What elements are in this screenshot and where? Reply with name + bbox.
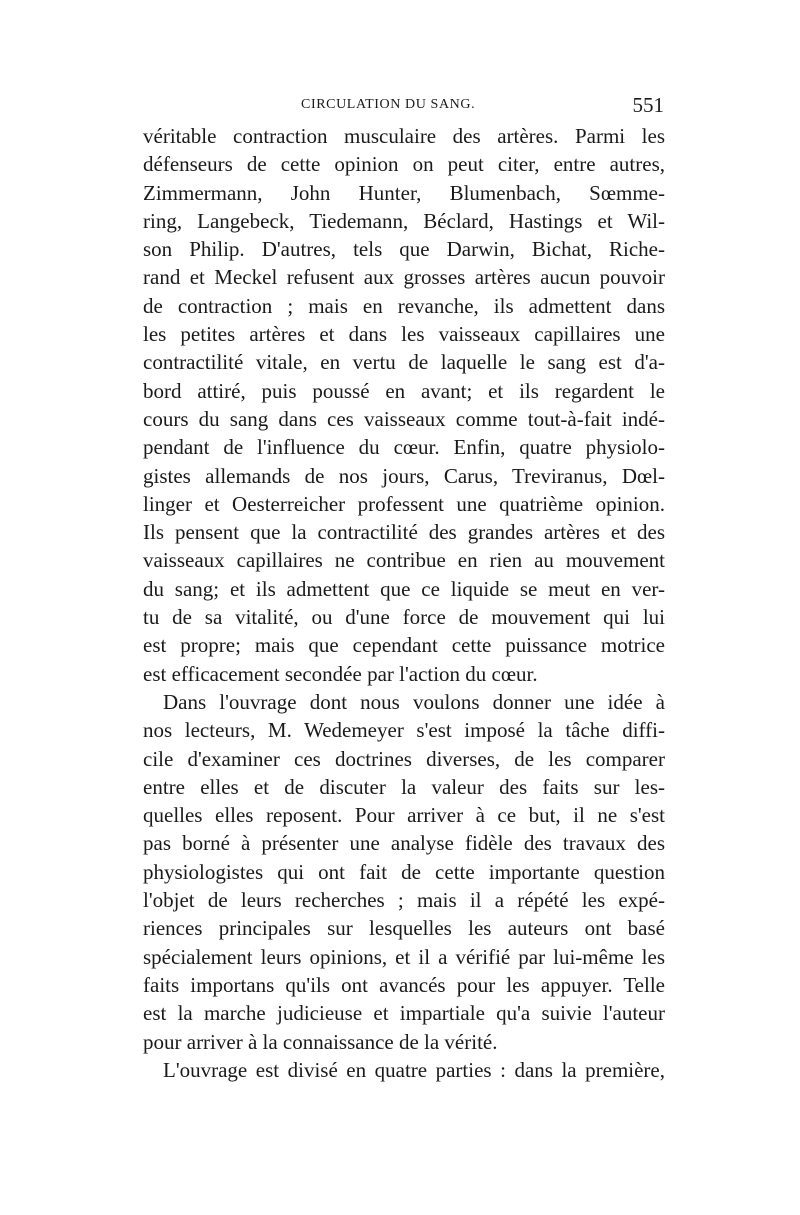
text-line: est propre; mais que cependant cette puissance motrice <box>143 633 665 658</box>
text-line: les petites artères et dans les vaisseaux capillaires une <box>143 322 665 347</box>
text-line: est la marche judicieuse et impartiale qu'a suivie l'auteur <box>143 1001 665 1026</box>
text-line: quelles elles reposent. Pour arriver à ce but, il ne s'est <box>143 803 665 828</box>
text-line: Zimmermann, John Hunter, Blumenbach, Sœmme- <box>143 180 665 205</box>
text-line: entre elles et de discuter la valeur des faits sur les- <box>143 774 665 799</box>
running-head <box>143 93 664 121</box>
text-line: cours du sang dans ces vaisseaux comme tout-à-fait indé- <box>143 406 665 431</box>
text-line: est efficacement secondée par l'action du cœur. <box>143 661 538 686</box>
text-line: de contraction ; mais en revanche, ils admettent dans <box>143 293 665 318</box>
text-line: faits importans qu'ils ont avancés pour les appuyer. Telle <box>143 972 665 997</box>
text-line: du sang; et ils admettent que ce liquide se meut en ver- <box>143 576 665 601</box>
body-text <box>143 122 665 1084</box>
text-line: contractilité vitale, en vertu de laquelle le sang est d'a- <box>143 350 665 375</box>
paragraph-2 <box>143 688 665 1056</box>
text-line: pendant de l'influence du cœur. Enfin, quatre physiolo- <box>143 435 665 460</box>
text-line: gistes allemands de nos jours, Carus, Treviranus, Dœl- <box>143 463 665 488</box>
text-line: tu de sa vitalité, ou d'une force de mouvement qui lui <box>143 605 665 630</box>
text-line: Ils pensent que la contractilité des grandes artères et des <box>143 520 665 545</box>
text-line: nos lecteurs, M. Wedemeyer s'est imposé la tâche diffi- <box>143 718 665 743</box>
text-line: défenseurs de cette opinion on peut citer, entre autres, <box>143 152 665 177</box>
text-line: pour arriver à la connaissance de la vérité. <box>143 1029 498 1054</box>
text-line: bord attiré, puis poussé en avant; et ils regardent le <box>143 378 665 403</box>
text-line: vaisseaux capillaires ne contribue en rien au mouvement <box>143 548 665 573</box>
text-line: linger et Oesterreicher professent une quatrième opinion. <box>143 491 665 516</box>
text-line: véritable contraction musculaire des artères. Parmi les <box>143 124 665 148</box>
text-line: cile d'examiner ces doctrines diverses, de les comparer <box>143 746 665 771</box>
text-line: Dans l'ouvrage dont nous voulons donner une idée à <box>163 689 665 714</box>
text-line: spécialement leurs opinions, et il a vérifié par lui-même les <box>143 944 665 969</box>
paragraph-1 <box>143 122 665 688</box>
text-line: pas borné à présenter une analyse fidèle des travaux des <box>143 831 665 856</box>
text-line: ring, Langebeck, Tiedemann, Béclard, Hastings et Wil- <box>143 208 665 233</box>
text-line: rand et Meckel refusent aux grosses artères aucun pouvoir <box>143 265 665 290</box>
text-line: L'ouvrage est divisé en quatre parties : dans la première, <box>163 1057 665 1082</box>
text-line: l'objet de leurs recherches ; mais il a répété les expé- <box>143 888 665 913</box>
paragraph-3 <box>143 1056 665 1084</box>
text-line: riences principales sur lesquelles les auteurs ont basé <box>143 916 665 941</box>
running-title: CIRCULATION DU SANG. <box>301 97 476 112</box>
page-number: 551 <box>632 93 664 117</box>
text-line: son Philip. D'autres, tels que Darwin, Bichat, Riche- <box>143 237 665 262</box>
text-line: physiologistes qui ont fait de cette importante question <box>143 859 665 884</box>
